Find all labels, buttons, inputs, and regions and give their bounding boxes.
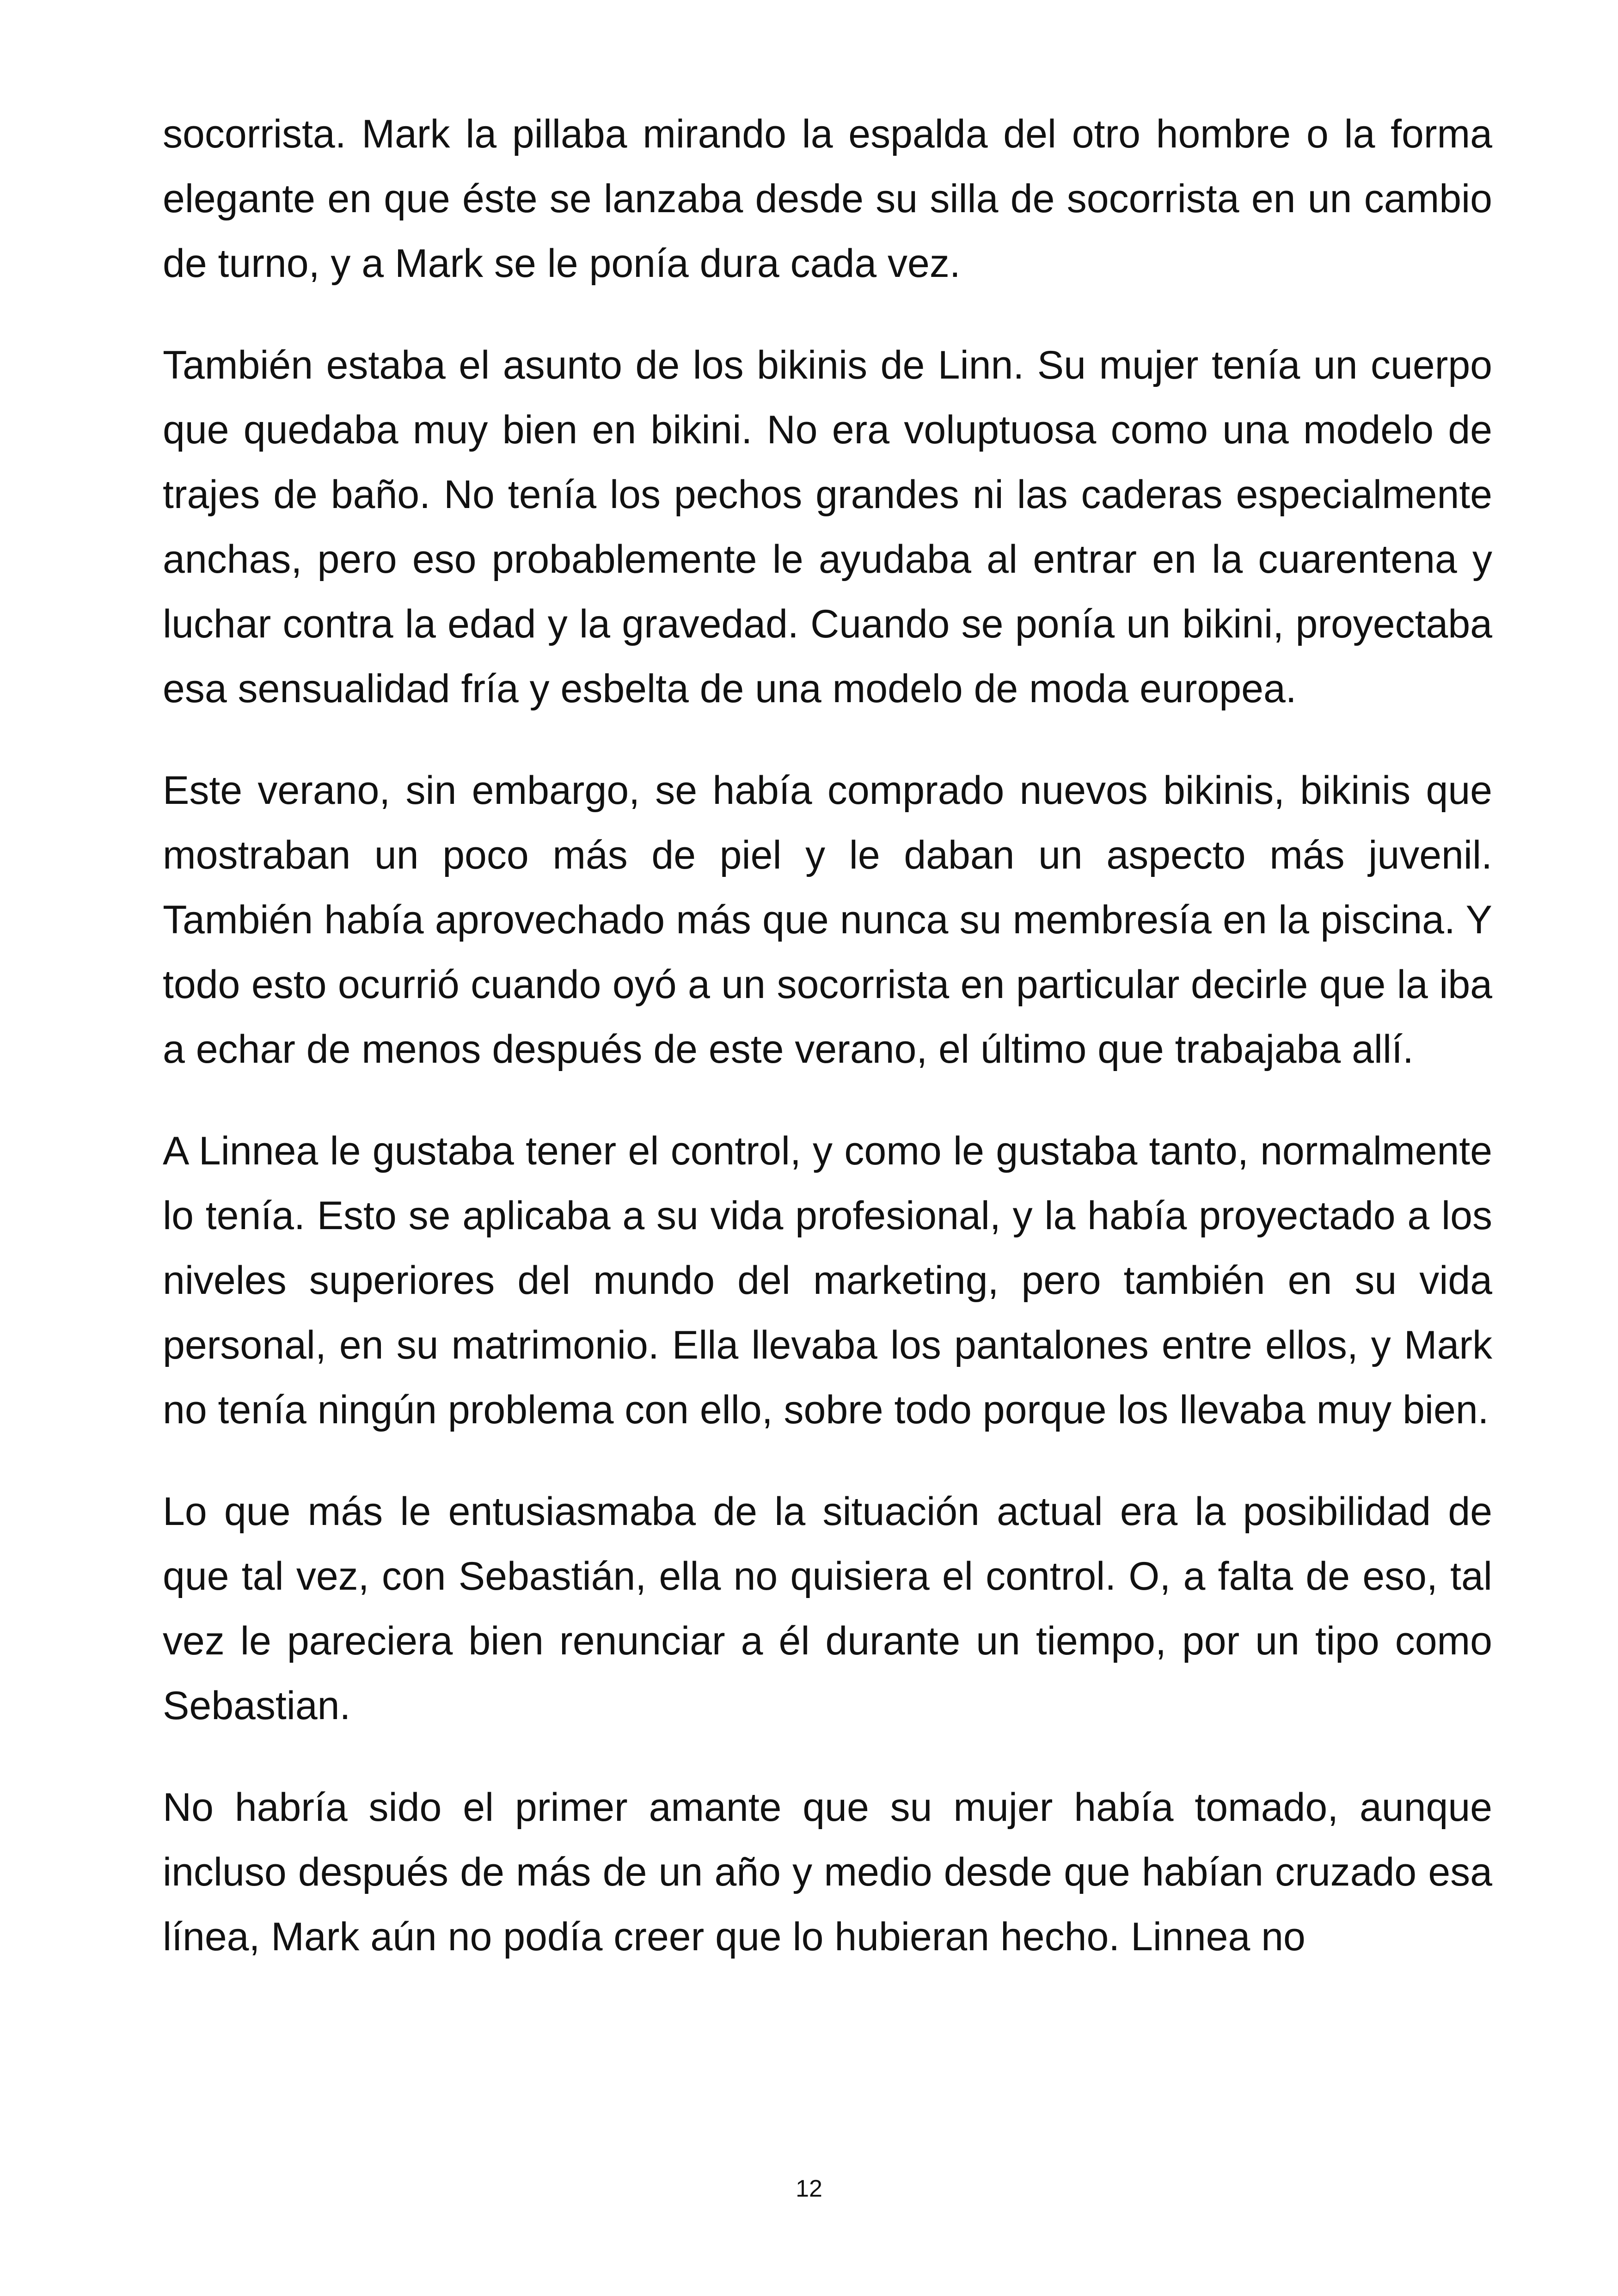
paragraph-1: socorrista. Mark la pillaba mirando la espalda del otro hombre o la forma elegante en que éste se lanzaba desde su silla de socorrista en un cambio de turno, y a Mark se le ponía dura cada vez. <box>163 112 1492 286</box>
body-text <box>163 102 1492 2006</box>
paragraph-3: Este verano, sin embargo, se había comprado nuevos bikinis, bikinis que mostraban un poco más de piel y le daban un aspecto más juvenil. También había aprovechado más que nunca su membresía en la piscina. Y todo esto ocurrió cuando oyó a un socorrista en particular decirle que la iba a echar de menos después de este verano, el último que trabajaba allí. <box>163 768 1492 1071</box>
paragraph-2: También estaba el asunto de los bikinis de Linn. Su mujer tenía un cuerpo que quedaba muy bien en bikini. No era voluptuosa como una modelo de trajes de baño. No tenía los pechos grandes ni las caderas especialmente anchas, pero eso probablemente le ayudaba al entrar en la cuarentena y luchar contra la edad y la gravedad. Cuando se ponía un bikini, proyectaba esa sensualidad fría y esbelta de una modelo de moda europea. <box>163 343 1492 711</box>
paragraph-6: No habría sido el primer amante que su mujer había tomado, aunque incluso después de más de un año y medio desde que habían cruzado esa línea, Mark aún no podía creer que lo hubieran hecho. Linnea no <box>163 1785 1492 1959</box>
page-number: 12 <box>796 2175 822 2202</box>
paragraph-4: A Linnea le gustaba tener el control, y como le gustaba tanto, normalmente lo tenía. Esto se aplicaba a su vida profesional, y la había proyectado a los niveles superiores del mundo del marketing, pero también en su vida personal, en su matrimonio. Ella llevaba los pantalones entre ellos, y Mark no tenía ningún problema con ello, sobre todo porque los llevaba muy bien. <box>163 1129 1492 1432</box>
paragraph-5: Lo que más le entusiasmaba de la situación actual era la posibilidad de que tal vez, con Sebastián, ella no quisiera el control. O, a falta de eso, tal vez le pareciera bien renunciar a él durante un tiempo, por un tipo como Sebastian. <box>163 1489 1492 1728</box>
